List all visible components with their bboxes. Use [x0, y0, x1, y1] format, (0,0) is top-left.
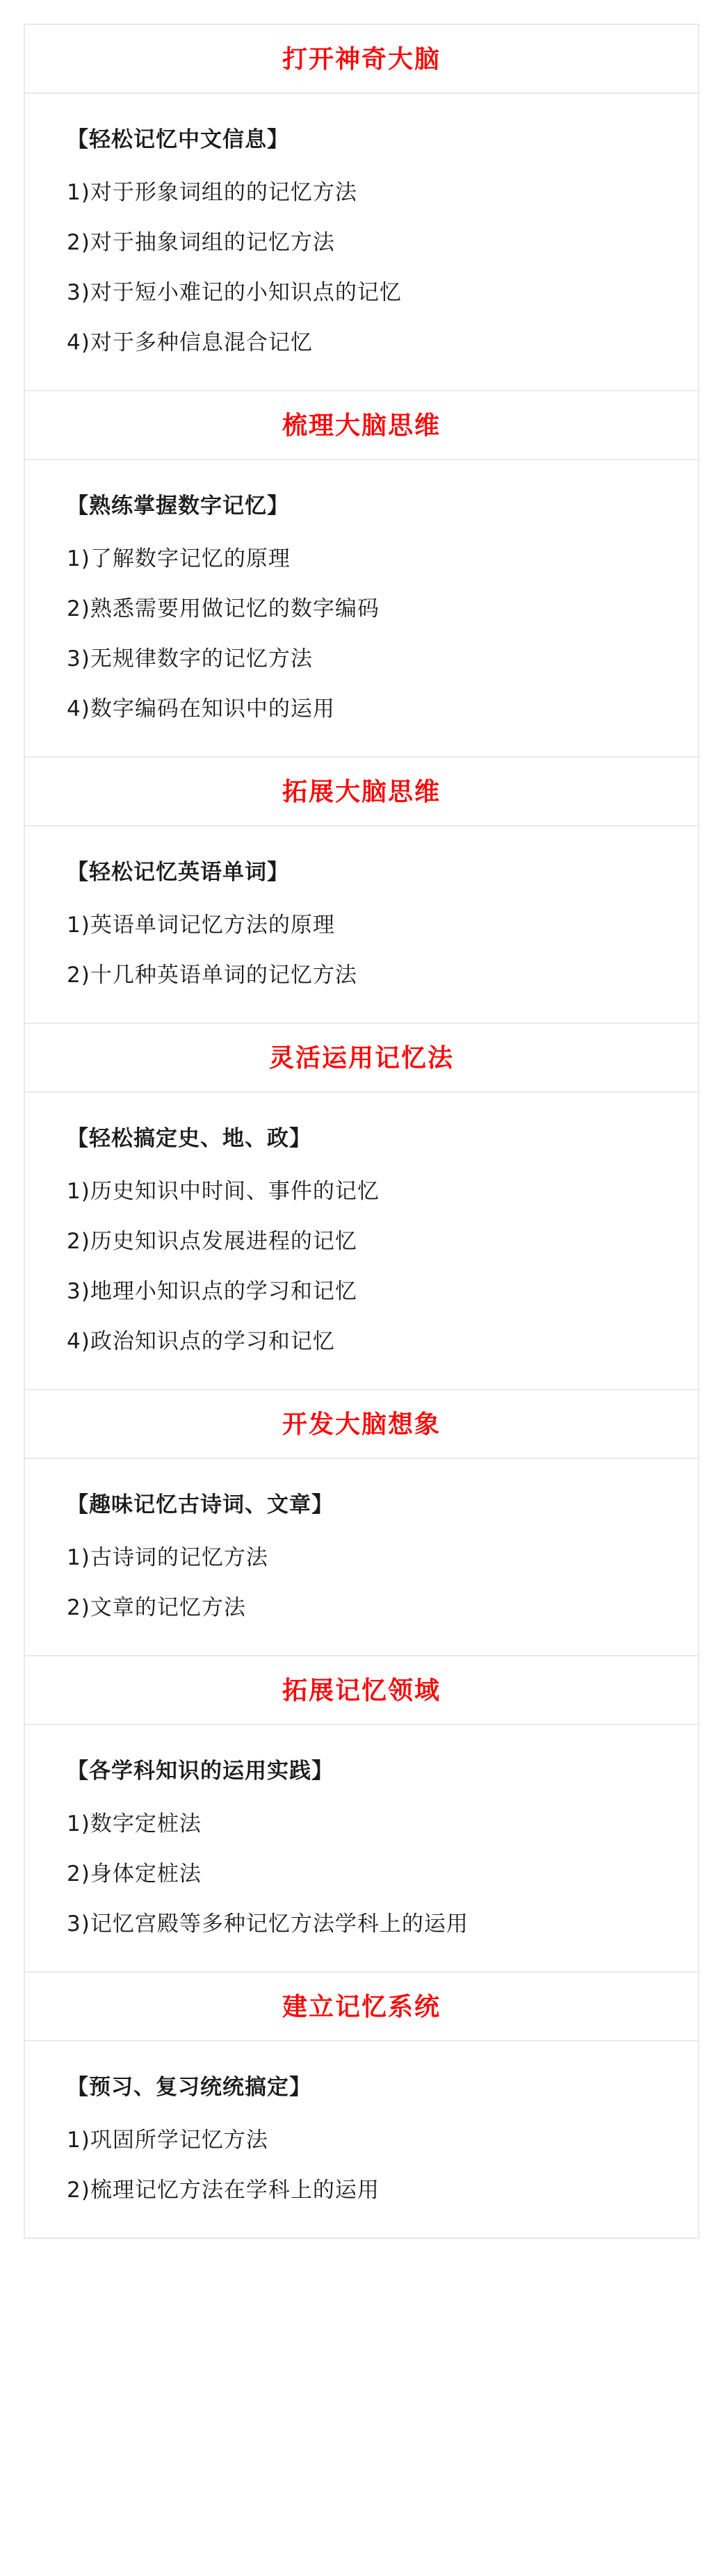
list-item: 2)梳理记忆方法在学科上的运用: [67, 2178, 380, 2203]
section-title: 建立记忆系统: [25, 1973, 698, 2041]
list-item: 1)巩固所学记忆方法: [67, 2128, 268, 2153]
list-item: 1)历史知识中时间、事件的记忆: [67, 1179, 380, 1205]
list-item: 3)无规律数字的记忆方法: [67, 646, 313, 672]
list-item: 2)历史知识点发展进程的记忆: [67, 1229, 357, 1255]
section-heading: 【轻松记忆英语单词】: [67, 859, 289, 885]
list-item: 2)对于抽象词组的记忆方法: [67, 230, 335, 256]
section-body: [25, 1459, 698, 1655]
section-body: [25, 94, 698, 390]
section-heading: 【趣味记忆古诗词、文章】: [67, 1492, 334, 1517]
section-title: 开发大脑想象: [25, 1390, 698, 1459]
list-item: 2)身体定桩法: [67, 1861, 202, 1887]
section-body: [25, 826, 698, 1022]
list-item: 1)古诗词的记忆方法: [67, 1545, 268, 1571]
section-title: 拓展大脑思维: [25, 758, 698, 826]
outline-section-card: [24, 1655, 699, 1971]
sections-container: [24, 24, 699, 2239]
list-item: 1)英语单词记忆方法的原理: [67, 913, 335, 938]
list-item: 2)熟悉需要用做记忆的数字编码: [67, 596, 380, 622]
list-item: 1)对于形象词组的的记忆方法: [67, 180, 357, 206]
section-title: 灵活运用记忆法: [25, 1024, 698, 1093]
list-item: 2)文章的记忆方法: [67, 1595, 246, 1621]
list-item: 2)十几种英语单词的记忆方法: [67, 963, 357, 988]
outline-section-card: [24, 756, 699, 1022]
section-body: [25, 460, 698, 756]
section-heading: 【轻松记忆中文信息】: [67, 127, 289, 153]
section-heading: 【轻松搞定史、地、政】: [67, 1126, 311, 1152]
section-body: [25, 1093, 698, 1389]
list-item: 3)记忆宫殿等多种记忆方法学科上的运用: [67, 1911, 469, 1937]
section-title: 梳理大脑思维: [25, 391, 698, 460]
section-body: [25, 1725, 698, 1971]
list-item: 1)数字定桩法: [67, 1811, 202, 1837]
outline-section-card: [24, 1389, 699, 1655]
section-heading: 【预习、复习统统搞定】: [67, 2075, 311, 2101]
outline-section-card: [24, 24, 699, 390]
section-title: 拓展记忆领域: [25, 1656, 698, 1725]
list-item: 1)了解数字记忆的原理: [67, 546, 291, 572]
list-item: 4)政治知识点的学习和记忆: [67, 1328, 335, 1354]
list-item: 3)地理小知识点的学习和记忆: [67, 1279, 357, 1305]
section-title: 打开神奇大脑: [25, 25, 698, 94]
outline-section-card: [24, 390, 699, 756]
outline-section-card: [24, 1971, 699, 2239]
section-body: [25, 2041, 698, 2237]
list-item: 4)数字编码在知识中的运用: [67, 696, 335, 722]
list-item: 3)对于短小难记的小知识点的记忆: [67, 280, 402, 306]
outline-section-card: [24, 1022, 699, 1389]
section-heading: 【熟练掌握数字记忆】: [67, 494, 289, 519]
section-heading: 【各学科知识的运用实践】: [67, 1759, 334, 1784]
list-item: 4)对于多种信息混合记忆: [67, 330, 313, 356]
